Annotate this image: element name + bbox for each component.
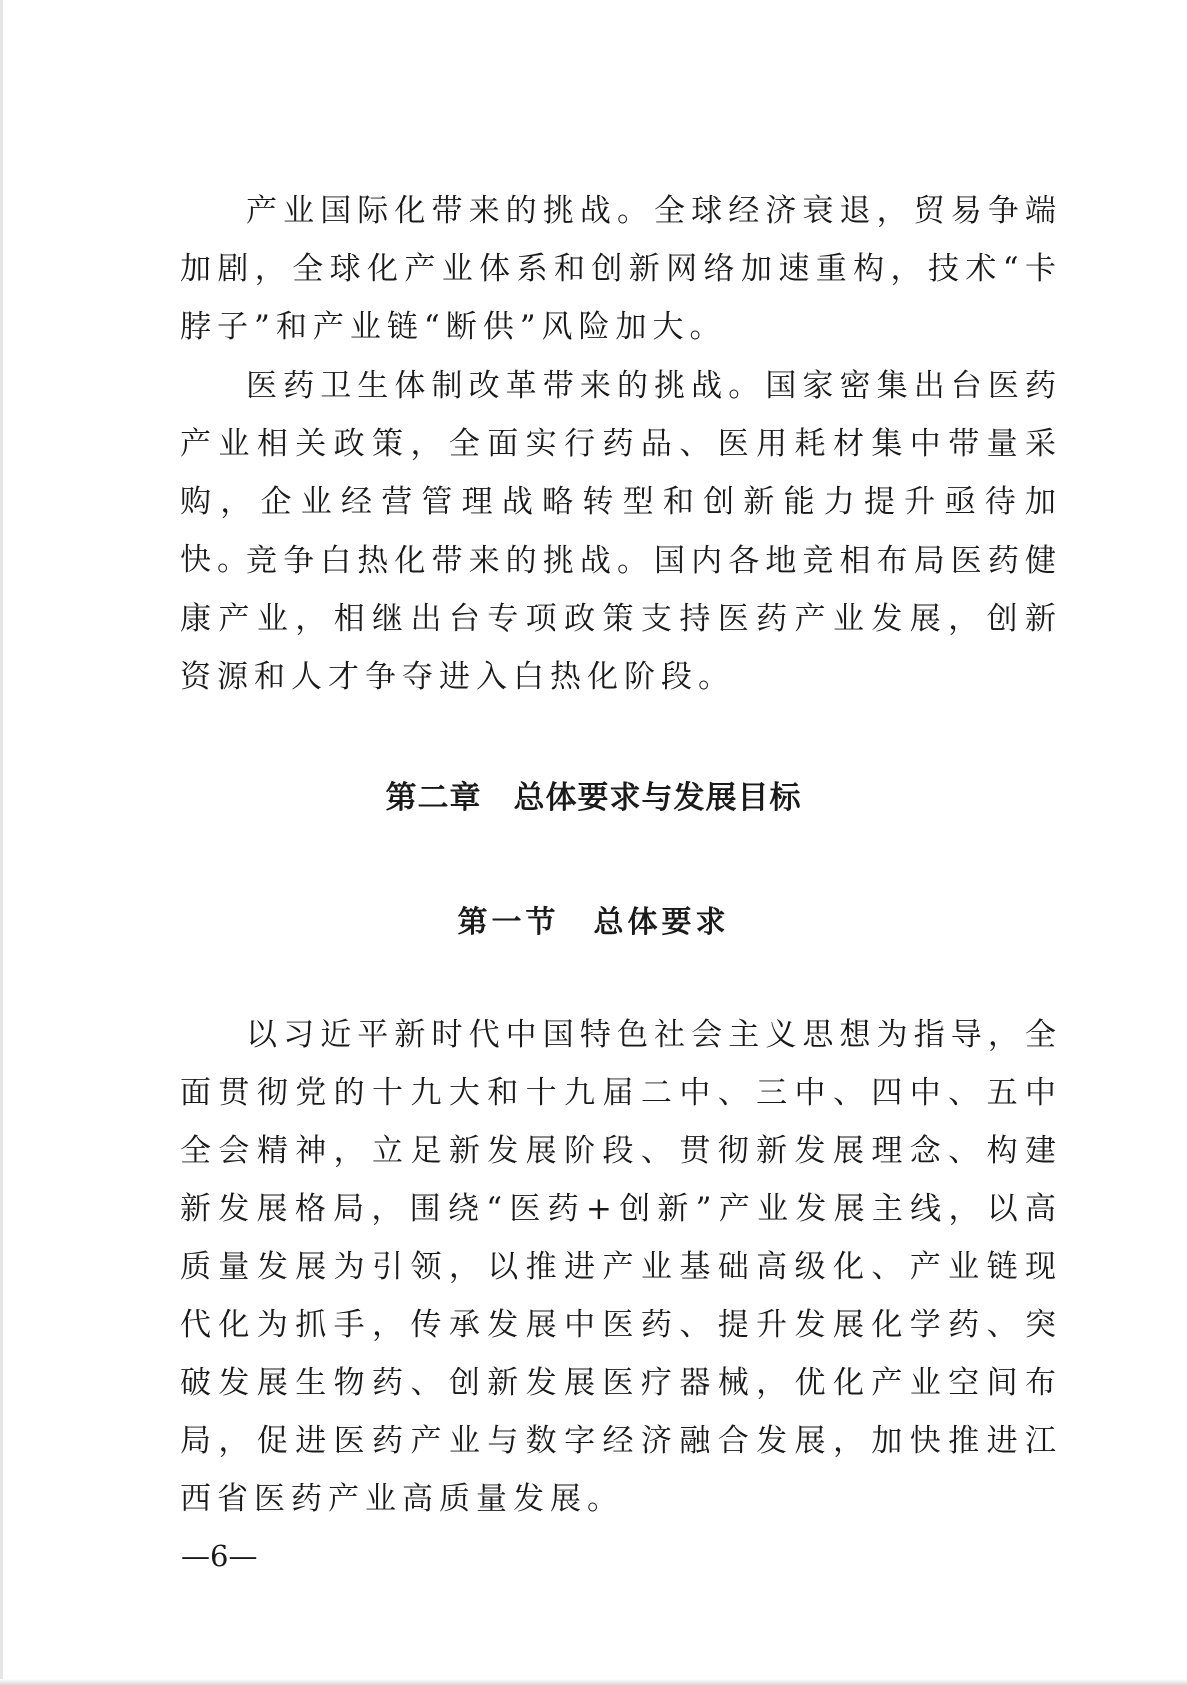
paragraph-competition-challenge: 竞争白热化带来的挑战。国内各地竞相布局医药健康产业，相继出台专项政策支持医药产业发展，创新资源和人才争夺进入白热化阶段。 xyxy=(180,543,1062,695)
scan-bottom-edge xyxy=(0,1679,1187,1685)
paragraph-internationalization-challenge: 产业国际化带来的挑战。全球经济衰退，贸易争端加剧，全球化产业体系和创新网络加速重构，技术“卡脖子”和产业链“断供”风险加大。 xyxy=(180,193,1062,345)
page-number: —6— xyxy=(181,1539,258,1573)
scan-left-edge xyxy=(0,0,3,1685)
paragraph-general-requirements: 以习近平新时代中国特色社会主义思想为指导，全面贯彻党的十九大和十九届二中、三中、四中、五中全会精神，立足新发展阶段、贯彻新发展理念、构建新发展格局，围绕“医药+创新”产业发展主线，以高质量发展为引领，以推进产业基础高级化、产业链现代化为抓手，传承发展中医药、提升发展化学药、突破发展生物药、创新发展医疗器械，优化产业空间布局，促进医药产业与数字经济融合发展，加快推进江西省医药产业高质量发展。 xyxy=(180,1017,1062,1517)
section-heading: 第一节 总体要求 xyxy=(457,905,730,940)
paragraph-healthcare-reform-challenge: 医药卫生体制改革带来的挑战。国家密集出台医药产业相关政策，全面实行药品、医用耗材集中带量采购，企业经营管理战略转型和创新能力提升亟待加快。 xyxy=(180,368,1062,578)
chapter-heading: 第二章 总体要求与发展目标 xyxy=(385,780,802,816)
